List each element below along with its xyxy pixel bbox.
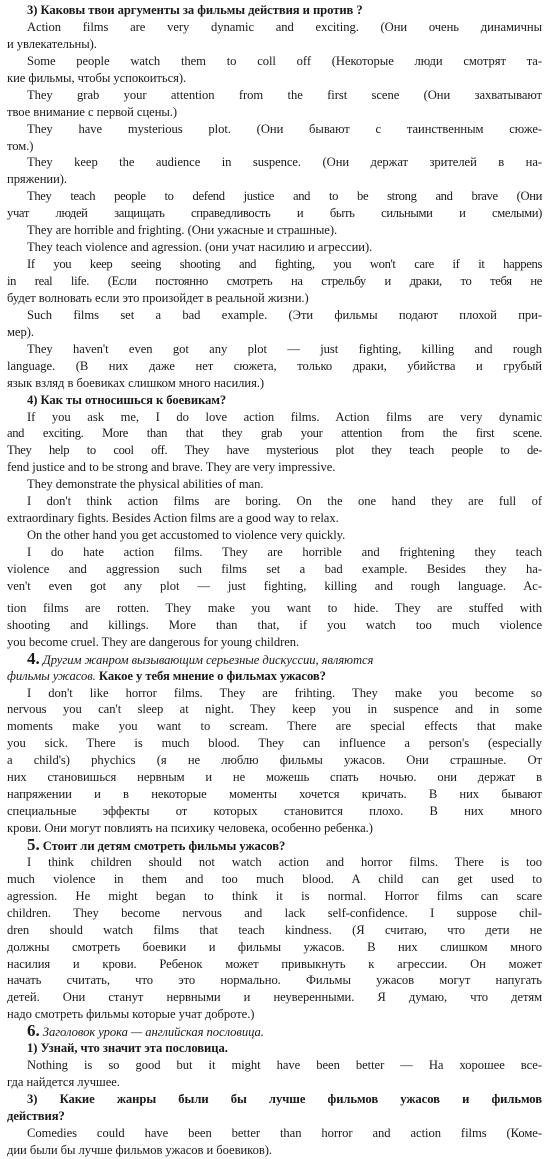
text-line: I think children should not watch action and horror films. There is too bbox=[27, 854, 542, 869]
question-3: 3) Какие жанры были бы лучше фильмов ужасов и фильмов bbox=[27, 1092, 542, 1106]
text-line: Some people watch them to coll off (Некоторые люди смотрят та- bbox=[27, 53, 542, 68]
text-line: них становишься нервным и не можешь спать ночью. они держат в bbox=[7, 770, 542, 785]
text-line: и увлекательны). bbox=[7, 36, 97, 51]
text-line: language. (В них даже нет сюжета, только драки, убийства и грубый bbox=[7, 358, 542, 373]
text-line: They are horrible and frighting. (Они ужасные и страшные). bbox=[27, 223, 338, 238]
section-5-heading bbox=[7, 834, 542, 854]
text-line: nervous you can't sleep at night. They keep you in suspence and in some bbox=[7, 702, 542, 717]
text-line: детей. Они станут нервными и неуверенными. Я думаю, что детям bbox=[7, 990, 542, 1005]
text-line: extraordinary fights. Besides Action films are a good way to relax. bbox=[7, 511, 339, 526]
text-line: пряжении). bbox=[7, 172, 68, 187]
text-line: If you ask me, I do love action films. Action films are very dynamic bbox=[27, 409, 542, 424]
text-line: надо смотреть фильмы которые учат доброте.) bbox=[7, 1007, 255, 1022]
text-line: They help to cool off. They have mysterious plot they teach people to de- bbox=[7, 443, 542, 458]
text-line: you become cruel. They are dangerous for young children. bbox=[7, 634, 300, 649]
text-line: дии были бы лучше фильмов ужасов и боевиков). bbox=[7, 1142, 272, 1157]
section-3-body bbox=[7, 19, 542, 392]
text-line: специальные эффекты от которых становится плохо. В них много bbox=[7, 804, 542, 819]
text-line: Action films are very dynamic and exciting. (Они очень динамичны bbox=[27, 19, 542, 34]
text-line: tion films are rotten. They make you want to hide. They are stuffed with bbox=[7, 600, 542, 615]
section-4-heading: 4) Как ты относишься к боевикам? bbox=[27, 392, 227, 407]
text-line: children. They become nervous and lack self-confidence. I suppose chil- bbox=[7, 905, 542, 920]
text-line: мер). bbox=[7, 324, 34, 339]
text-line: твое внимание с первой сцены.) bbox=[7, 104, 178, 119]
text-line: Nothing is so good but it might have been better — На хорошее все- bbox=[27, 1058, 542, 1073]
section-question: Какое у тебя мнение о фильмах ужасов? bbox=[98, 668, 326, 683]
section-number: 6. bbox=[27, 1021, 40, 1041]
text-line: насилия и крови. Ребенок может привыкнуть к агрессии. Он может bbox=[7, 956, 542, 971]
text-line: shooting and killings. More than that, if you watch too much violence bbox=[7, 617, 542, 632]
text-line: крови. Они могут повлиять на психику человека, особенно ребенка.) bbox=[7, 821, 373, 835]
text-line: кие фильмы, чтобы успокоиться). bbox=[7, 70, 187, 85]
text-line: I do hate action films. They are horrible and frightening they teach bbox=[27, 545, 542, 559]
section-number: 5. bbox=[27, 834, 40, 854]
section-6-heading bbox=[7, 1023, 542, 1040]
text-line: Such films set a bad example. (Эти фильмы подают плохой при- bbox=[27, 307, 542, 322]
text-line: in real life. (Если постоянно смотреть на стрельбу и драки, то тебя не bbox=[7, 274, 542, 288]
text-line: On the other hand you get accustomed to violence very quickly. bbox=[27, 528, 346, 543]
section-3-heading: 3) Каковы твои аргументы за фильмы действия и против ? bbox=[27, 3, 363, 17]
section-question: Стоит ли детям смотреть фильмы ужасов? bbox=[42, 838, 286, 853]
text-line: agression. He might began to think it is normal. Horror films can scare bbox=[7, 888, 542, 903]
section-5-body bbox=[7, 854, 542, 1023]
text-line: They have mysterious plot. (Они бывают с таинственным сюже- bbox=[27, 121, 542, 136]
text-line: Comedies could have been better than horror and action films (Коме- bbox=[27, 1125, 542, 1140]
text-line: a child's) phychics (я не люблю фильмы ужасов. Они страшные. От bbox=[7, 753, 542, 768]
section-4b-body bbox=[7, 685, 542, 837]
text-line: гда найдется лучшее. bbox=[7, 1075, 120, 1090]
section-number: 4. bbox=[27, 648, 40, 668]
section-4b-heading bbox=[7, 648, 542, 668]
text-line: They demonstrate the physical abilities of man. bbox=[27, 477, 264, 492]
question-3-cont: действия? bbox=[7, 1108, 65, 1123]
section-intro: Заголовок урока — английская пословица. bbox=[42, 1025, 264, 1040]
text-line: you sick. There is much blood. They can influence a person's (especially bbox=[7, 736, 542, 751]
text-line: dren should watch films that teach kindness. (Я считаю, что дети не bbox=[7, 922, 542, 937]
text-line: and exciting. More than that they grab your attention from the first scene. bbox=[7, 426, 542, 441]
text-line: They teach violence and agression. (они учат насилию и агрессии). bbox=[27, 240, 373, 255]
section-4-body bbox=[7, 409, 542, 651]
question-1: 1) Узнай, что значит эта пословица. bbox=[27, 1041, 228, 1056]
text-line: язык взляд в боевиках слишком много насилия.) bbox=[7, 375, 265, 390]
section-intro: Другим жанром вызывающим серьезные дискуссии, являются bbox=[42, 652, 374, 667]
text-line: должны смотреть боевики и фильмы ужасов. В них слишком много bbox=[7, 939, 542, 954]
text-line: будет волновать если это произойдет в реальной жизни.) bbox=[7, 290, 309, 305]
text-line: If you keep seeing shooting and fighting, you won't care if it happens bbox=[27, 257, 542, 272]
text-line: They haven't even got any plot — just fighting, killing and rough bbox=[27, 341, 542, 356]
text-line: учат людей защищать справедливость и быть сильными и смелыми) bbox=[7, 206, 542, 221]
section-intro-cont: фильмы ужасов. bbox=[7, 668, 96, 683]
text-line: напряжении и в некоторые моменты хочется кричать. В них бывают bbox=[7, 787, 542, 802]
text-line: They keep the audience in suspence. (Они держат зрителей в на- bbox=[27, 155, 542, 170]
text-line: начать считать, что это нормально. Фильмы ужасов могут напугать bbox=[7, 973, 542, 988]
text-line: They teach people to defend justice and to be strong and brave (Они bbox=[27, 189, 542, 204]
text-line: They grab your attention from the first scene (Они захватывают bbox=[27, 87, 542, 102]
text-line: violence and aggression such films set a bad example. Besides they ha- bbox=[7, 561, 542, 576]
text-line: moments make you want to scream. There are special effects that make bbox=[7, 719, 542, 734]
section-4b-question-line bbox=[7, 668, 542, 685]
text-line: ven't even got any plot — just fighting, killing and rough language. Ac- bbox=[7, 578, 542, 593]
text-line: I don't think action films are boring. On the one hand they are full of bbox=[27, 494, 542, 509]
text-line: том.) bbox=[7, 138, 34, 153]
text-line: fend justice and to be strong and brave. They are very impressive. bbox=[7, 460, 336, 475]
text-line: I don't like horror films. They are frihting. They make you become so bbox=[27, 685, 542, 700]
text-line: much violence in them and too much blood. A child can get used to bbox=[7, 871, 542, 886]
